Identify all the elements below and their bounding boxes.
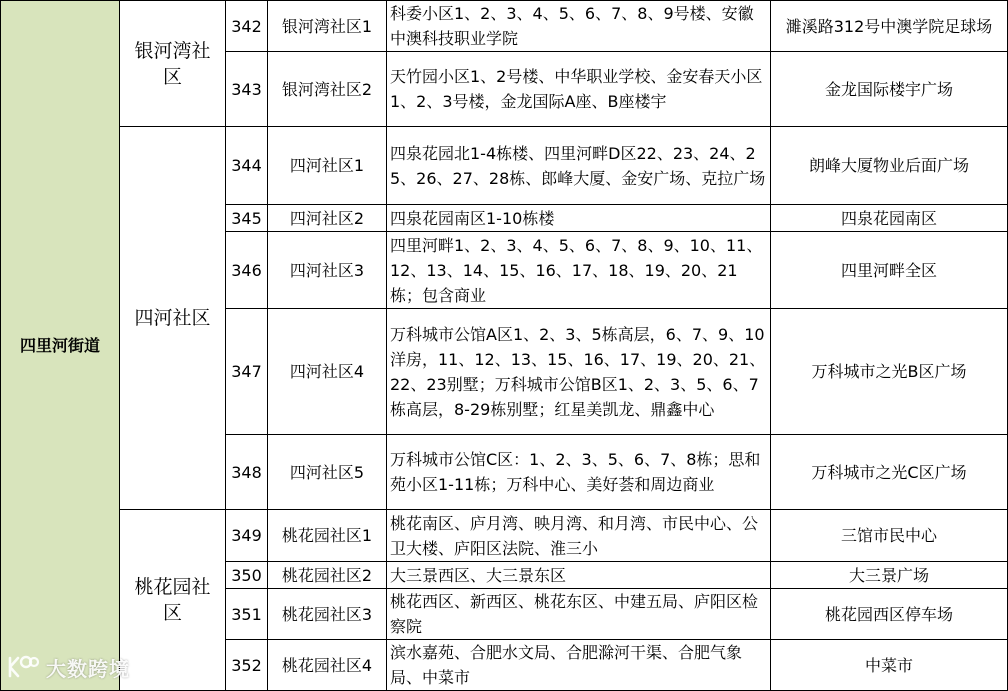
coverage-area: 四泉花园南区1-10栋楼 (387, 205, 771, 232)
street-cell: 四里河街道 (1, 1, 120, 691)
testing-site: 四里河畔全区 (771, 232, 1008, 309)
kbc-logo-icon (6, 654, 40, 680)
subarea-name: 银河湾社区2 (268, 52, 387, 127)
testing-site: 万科城市之光C区广场 (771, 435, 1008, 510)
coverage-area: 四里河畔1、2、3、4、5、6、7、8、9、10、11、12、13、14、15、16、17、18、19、20、21栋；包含商业 (387, 232, 771, 309)
subarea-name: 桃花园社区2 (268, 562, 387, 589)
community-cell: 银河湾社区 (120, 1, 226, 127)
testing-site: 金龙国际楼宇广场 (771, 52, 1008, 127)
row-number: 342 (226, 1, 268, 52)
subarea-name: 桃花园社区3 (268, 589, 387, 640)
subarea-name: 四河社区5 (268, 435, 387, 510)
row-number: 345 (226, 205, 268, 232)
coverage-area: 万科城市公馆C区：1、2、3、5、6、7、8栋；思和苑小区1-11栋；万科中心、美好荟和周边商业 (387, 435, 771, 510)
row-number: 352 (226, 640, 268, 691)
community-cell: 四河社区 (120, 127, 226, 510)
table-row (1, 127, 1008, 205)
coverage-area: 桃花西区、新西区、桃花东区、中建五局、庐阳区检察院 (387, 589, 771, 640)
row-number: 344 (226, 127, 268, 205)
testing-site: 朗峰大厦物业后面广场 (771, 127, 1008, 205)
coverage-area: 天竹园小区1、2号楼、中华职业学校、金安春天小区1、2、3号楼，金龙国际A座、B座楼宇 (387, 52, 771, 127)
row-number: 349 (226, 510, 268, 562)
subarea-name: 四河社区4 (268, 309, 387, 435)
row-number: 350 (226, 562, 268, 589)
row-number: 347 (226, 309, 268, 435)
row-number: 351 (226, 589, 268, 640)
coverage-area: 桃花南区、庐月湾、映月湾、和月湾、市民中心、公卫大楼、庐阳区法院、淮三小 (387, 510, 771, 562)
testing-site: 桃花园西区停车场 (771, 589, 1008, 640)
coverage-area: 四泉花园北1-4栋楼、四里河畔D区22、23、24、25、26、27、28栋、郎峰大厦、金安广场、克拉广场 (387, 127, 771, 205)
testing-site: 濉溪路312号中澳学院足球场 (771, 1, 1008, 52)
subarea-name: 四河社区2 (268, 205, 387, 232)
row-number: 348 (226, 435, 268, 510)
subarea-name: 桃花园社区1 (268, 510, 387, 562)
coverage-area: 万科城市公馆A区1、2、3、5栋高层，6、7、9、10洋房，11、12、13、15、16、17、19、20、21、22、23别墅；万科城市公馆B区1、2、3、5、6、7栋高层，8-29栋别墅；红星美凯龙、鼎鑫中心 (387, 309, 771, 435)
testing-site: 中菜市 (771, 640, 1008, 691)
subarea-name: 银河湾社区1 (268, 1, 387, 52)
testing-site: 万科城市之光B区广场 (771, 309, 1008, 435)
community-cell: 桃花园社区 (120, 510, 226, 691)
watermark (6, 650, 130, 684)
coverage-area: 科委小区1、2、3、4、5、6、7、8、9号楼、安徽中澳科技职业学院 (387, 1, 771, 52)
testing-site: 三馆市民中心 (771, 510, 1008, 562)
coverage-area: 大三景西区、大三景东区 (387, 562, 771, 589)
row-number: 346 (226, 232, 268, 309)
testing-site: 大三景广场 (771, 562, 1008, 589)
table-row (1, 1, 1008, 52)
coverage-area: 滨水嘉苑、合肥水文局、合肥滁河干渠、合肥气象局、中菜市 (387, 640, 771, 691)
subarea-name: 桃花园社区4 (268, 640, 387, 691)
row-number: 343 (226, 52, 268, 127)
testing-site: 四泉花园南区 (771, 205, 1008, 232)
subarea-name: 四河社区1 (268, 127, 387, 205)
table-row (1, 510, 1008, 562)
watermark-text: 大数跨境 (46, 656, 130, 681)
subarea-name: 四河社区3 (268, 232, 387, 309)
